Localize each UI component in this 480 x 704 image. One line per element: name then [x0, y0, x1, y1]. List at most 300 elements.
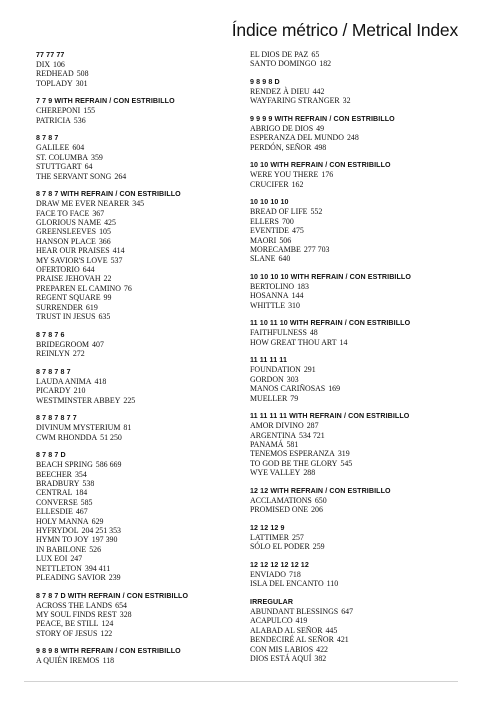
tune-name: GALILEE	[36, 143, 70, 153]
tune-entry	[36, 433, 236, 442]
tune-name: ARGENTINA	[250, 430, 297, 440]
hymn-numbers: 184	[75, 488, 88, 498]
tune-entry	[250, 654, 460, 663]
tune-name: ELLESDIE	[36, 507, 73, 517]
hymn-numbers: 407	[92, 339, 104, 349]
tune-name: TO GOD BE THE GLORY	[250, 458, 338, 468]
tune-name: WESTMINSTER ABBEY	[36, 395, 121, 405]
tune-name: REDHEAD	[36, 69, 74, 79]
meter-group	[36, 646, 236, 665]
tune-entry	[36, 488, 236, 497]
tune-entry	[250, 96, 460, 105]
tune-name: BENDECIRÉ AL SEÑOR	[250, 635, 334, 645]
hymn-numbers: 105	[99, 227, 111, 237]
meter-group	[36, 367, 236, 405]
meter-heading: 9 8 9 8 WITH REFRAIN / CON ESTRIBILLO	[36, 647, 181, 656]
hymn-numbers: 272	[72, 349, 85, 359]
hymn-numbers: 64	[84, 162, 93, 172]
tune-name: CHEREPONI	[36, 106, 81, 116]
tune-entry	[36, 498, 236, 507]
tune-name: HOW GREAT THOU ART	[250, 337, 337, 347]
tune-entry	[250, 180, 460, 189]
meter-heading: 8 7 8 7 8 7	[36, 367, 71, 376]
tune-entry	[36, 227, 236, 236]
hymn-numbers: 144	[291, 291, 304, 301]
hymn-numbers: 328	[119, 609, 132, 619]
tune-entry	[36, 274, 236, 283]
tune-name: ENVIADO	[250, 569, 286, 579]
tune-entry	[250, 449, 460, 458]
hymn-numbers: 32	[342, 96, 351, 106]
tune-name: ACAPULCO	[250, 616, 293, 626]
hymn-numbers: 106	[53, 60, 65, 69]
hymn-numbers: 604	[72, 143, 85, 153]
meter-group	[250, 197, 460, 263]
hymn-numbers: 635	[98, 312, 111, 322]
tune-entry	[250, 645, 460, 654]
hymn-numbers: 122	[100, 628, 113, 638]
hymn-numbers: 49	[316, 124, 325, 133]
hymn-numbers: 206	[311, 505, 323, 515]
meter-group	[250, 486, 460, 515]
meter-group	[36, 50, 236, 88]
hymn-numbers: 264	[114, 171, 127, 181]
hymn-numbers: 79	[290, 393, 299, 403]
tune-name: BREAD OF LIFE	[250, 207, 308, 217]
meter-heading: 11 11 11 11 WITH REFRAIN / CON ESTRIBILLO	[250, 412, 410, 421]
tune-name: SURRENDER	[36, 302, 83, 312]
tune-entry	[36, 265, 236, 274]
tune-name: ESPERANZA DEL MUNDO	[250, 133, 344, 143]
meter-heading: 10 10 10 10 WITH REFRAIN / CON ESTRIBILLO	[250, 273, 411, 282]
tune-name: ABRIGO DE DIOS	[250, 124, 314, 133]
tune-name: GLORIOUS NAME	[36, 218, 102, 228]
tune-name: TOPLADY	[36, 78, 73, 88]
tune-name: PRAISE JEHOVAH	[36, 274, 101, 284]
hymn-numbers: 467	[75, 507, 88, 517]
hymn-numbers: 421	[336, 635, 349, 645]
tune-entry	[36, 460, 236, 469]
tune-entry	[250, 328, 460, 337]
hymn-numbers: 183	[297, 282, 309, 292]
tune-name: HOSANNA	[250, 291, 289, 301]
hymn-numbers: 700	[281, 216, 294, 226]
tune-name: LUX EOI	[36, 554, 68, 564]
tune-name: PEACE, BE STILL	[36, 619, 99, 629]
tune-entry	[250, 607, 460, 616]
tune-entry	[250, 616, 460, 625]
tune-name: WERE YOU THERE	[250, 170, 319, 180]
tune-entry	[250, 533, 460, 542]
tune-name: PATRICIA	[36, 115, 71, 125]
tune-entry	[250, 579, 460, 588]
tune-entry	[36, 629, 236, 638]
tune-name: STORY OF JESUS	[36, 628, 98, 638]
tune-name: CWM RHONDDA	[36, 432, 98, 442]
page-title: Índice métrico / Metrical Index	[231, 20, 458, 40]
tune-name: LAUDA ANIMA	[36, 376, 92, 386]
tune-entry	[36, 554, 236, 563]
tune-name: PANAMÁ	[250, 440, 284, 450]
meter-heading: 11 10 11 10 WITH REFRAIN / CON ESTRIBILLO	[250, 319, 411, 328]
tune-name: FAITHFULNESS	[250, 328, 307, 338]
tune-name: DIX	[36, 60, 51, 69]
footer-divider	[24, 681, 458, 682]
tune-entry	[36, 218, 236, 227]
meter-group	[36, 133, 236, 181]
tune-name: REGENT SQUARE	[36, 293, 101, 303]
hymn-numbers: 303	[286, 374, 299, 384]
tune-entry	[36, 199, 236, 208]
tune-entry	[36, 209, 236, 218]
tune-entry	[250, 365, 460, 374]
meter-heading: 77 77 77	[36, 51, 65, 59]
tune-entry	[36, 377, 236, 386]
tune-name: PROMISED ONE	[250, 505, 309, 515]
hymn-numbers: 445	[325, 625, 338, 635]
tune-name: DRAW ME EVER NEARER	[36, 199, 130, 209]
tune-entry	[36, 60, 236, 69]
tune-name: FACE TO FACE	[36, 208, 90, 218]
tune-entry	[250, 143, 460, 152]
tune-name: ACROSS THE LANDS	[36, 600, 113, 610]
hymn-numbers: 287	[306, 421, 319, 431]
tune-entry	[36, 479, 236, 488]
tune-name: CENTRAL	[36, 488, 73, 498]
tune-entry	[250, 226, 460, 235]
tune-entry	[250, 87, 460, 96]
tune-entry	[250, 236, 460, 245]
tune-name: PICARDY	[36, 386, 71, 396]
tune-entry	[250, 301, 460, 310]
tune-entry	[250, 133, 460, 142]
tune-entry	[250, 170, 460, 179]
hymn-numbers: 508	[76, 69, 89, 79]
hymn-numbers: 239	[108, 572, 121, 582]
hymn-numbers: 51 250	[100, 432, 122, 442]
tune-entry	[36, 573, 236, 582]
tune-name: SANTO DOMINGO	[250, 59, 317, 69]
tune-entry	[250, 459, 460, 468]
hymn-numbers: 225	[123, 395, 136, 405]
meter-group	[250, 160, 460, 189]
tune-entry	[36, 610, 236, 619]
tune-name: AMOR DIVINO	[250, 421, 304, 431]
tune-entry	[250, 496, 460, 505]
tune-name: MUELLER	[250, 393, 288, 403]
tune-entry	[250, 217, 460, 226]
hymn-numbers: 538	[82, 478, 95, 488]
meter-group	[250, 318, 460, 347]
tune-entry	[36, 116, 236, 125]
hymn-numbers: 640	[278, 254, 291, 264]
meter-group	[36, 189, 236, 321]
tune-entry	[250, 254, 460, 263]
tune-name: DIVINUM MYSTERIUM	[36, 423, 121, 433]
hymn-numbers: 210	[73, 386, 86, 396]
hymn-numbers: 419	[295, 616, 308, 626]
tune-name: MANOS CARIÑOSAS	[250, 384, 326, 394]
tune-entry	[250, 626, 460, 635]
tune-entry	[36, 162, 236, 171]
hymn-numbers: 155	[83, 106, 96, 116]
tune-name: PLEADING SAVIOR	[36, 572, 106, 582]
hymn-numbers: 169	[328, 384, 341, 394]
tune-entry	[36, 312, 236, 321]
hymn-numbers: 382	[314, 653, 327, 663]
meter-heading: 8 7 8 7	[36, 134, 59, 143]
tune-entry	[36, 106, 236, 115]
tune-name: GORDON	[250, 374, 284, 384]
meter-heading: 9 9 9 9 WITH REFRAIN / CON ESTRIBILLO	[250, 115, 395, 123]
tune-name: HYMN TO JOY	[36, 535, 89, 545]
hymn-numbers: 345	[132, 199, 145, 209]
hymn-numbers: 162	[291, 179, 304, 189]
hymn-numbers: 526	[89, 544, 102, 554]
meter-heading: 12 12 12 12 12 12	[250, 560, 309, 569]
tune-name: MY SOUL FINDS REST	[36, 609, 117, 619]
meter-group	[250, 411, 460, 477]
tune-name: WHITTLE	[250, 300, 286, 310]
hymn-numbers: 394 411	[84, 563, 111, 573]
tune-name: ELLERS	[250, 216, 279, 226]
tune-name: BEACH SPRING	[36, 460, 93, 470]
tune-entry	[36, 517, 236, 526]
hymn-numbers: 498	[314, 142, 327, 152]
hymn-numbers: 425	[104, 218, 116, 228]
tune-name: PREPAREN EL CAMINO	[36, 283, 121, 293]
hymn-numbers: 536	[73, 115, 86, 125]
tune-entry	[36, 656, 236, 665]
hymn-numbers: 475	[292, 226, 304, 236]
meter-group	[250, 355, 460, 403]
tune-entry	[250, 245, 460, 254]
meter-group	[36, 591, 236, 639]
hymn-numbers: 534 721	[299, 430, 325, 440]
tune-entry	[36, 564, 236, 573]
meter-heading: 8 7 8 7 6	[36, 330, 65, 339]
hymn-numbers: 76	[123, 283, 132, 293]
tune-name: GREENSLEEVES	[36, 227, 97, 237]
tune-entry	[36, 619, 236, 628]
hymn-numbers: 581	[286, 440, 299, 450]
hymn-numbers: 366	[98, 236, 111, 246]
meter-heading: 8 7 8 7 8 7 7	[36, 414, 77, 423]
tune-entry	[36, 143, 236, 152]
hymn-numbers: 442	[312, 87, 325, 96]
hymn-numbers: 22	[103, 274, 112, 284]
tune-name: CRUCIFER	[250, 179, 289, 189]
hymn-numbers: 288	[303, 468, 316, 478]
hymn-numbers: 110	[326, 579, 339, 589]
meter-heading: 8 7 8 7 D WITH REFRAIN / CON ESTRIBILLO	[36, 591, 189, 600]
tune-name: ABUNDANT BLESSINGS	[250, 606, 339, 616]
tune-entry	[250, 50, 460, 59]
hymn-numbers: 118	[102, 656, 115, 666]
tune-name: HANSON PLACE	[36, 236, 96, 246]
hymn-numbers: 354	[74, 469, 87, 479]
hymn-numbers: 176	[321, 170, 334, 180]
tune-name: ISLA DEL ENCANTO	[250, 579, 324, 589]
tune-name: TENEMOS ESPERANZA	[250, 449, 335, 459]
hymn-numbers: 644	[82, 265, 95, 275]
meter-heading: 7 7 9 WITH REFRAIN / CON ESTRIBILLO	[36, 97, 175, 106]
tune-entry	[36, 153, 236, 162]
hymn-numbers: 718	[288, 569, 301, 579]
hymn-numbers: 204 251 353	[81, 525, 121, 535]
tune-entry	[250, 505, 460, 514]
hymn-numbers: 650	[314, 495, 327, 505]
hymn-numbers: 257	[292, 532, 304, 542]
tune-name: OFERTORIO	[36, 265, 80, 275]
tune-entry	[250, 468, 460, 477]
tune-name: HOLY MANNA	[36, 516, 89, 526]
index-column-left	[36, 50, 236, 674]
hymn-numbers: 182	[319, 59, 332, 69]
meter-heading: 12 12 WITH REFRAIN / CON ESTRIBILLO	[250, 486, 391, 495]
tune-entry	[250, 375, 460, 384]
tune-entry	[36, 237, 236, 246]
hymn-numbers: 629	[91, 516, 104, 526]
meter-group	[250, 50, 460, 69]
tune-entry	[250, 282, 460, 291]
meter-group	[250, 560, 460, 589]
tune-entry	[250, 291, 460, 300]
hymn-numbers: 367	[92, 208, 105, 218]
hymn-numbers: 301	[75, 78, 88, 88]
tune-name: WYE VALLEY	[250, 468, 301, 478]
tune-name: ST. COLUMBA	[36, 152, 89, 162]
tune-name: HEAR OUR PRAISES	[36, 246, 110, 256]
tune-entry	[36, 284, 236, 293]
hymn-numbers: 585	[80, 497, 93, 507]
meter-group	[36, 96, 236, 125]
tune-name: LATTIMER	[250, 532, 290, 542]
tune-name: MY SAVIOR'S LOVE	[36, 255, 108, 265]
hymn-numbers: 418	[94, 376, 107, 386]
tune-name: MORECAMBE	[250, 245, 301, 255]
tune-name: STUTTGART	[36, 162, 82, 172]
meter-group	[36, 413, 236, 442]
tune-name: DIOS ESTÁ AQUÍ	[250, 653, 312, 663]
tune-name: BRIDEGROOM	[36, 339, 90, 349]
hymn-numbers: 291	[303, 365, 316, 375]
meter-group	[250, 272, 460, 310]
tune-entry	[250, 431, 460, 440]
tune-entry	[250, 421, 460, 430]
hymn-numbers: 65	[311, 50, 320, 59]
tune-entry	[36, 172, 236, 181]
hymn-numbers: 48	[309, 328, 318, 338]
hymn-numbers: 197 390	[91, 535, 118, 545]
hymn-numbers: 124	[101, 619, 114, 629]
tune-entry	[36, 79, 236, 88]
hymn-numbers: 310	[288, 300, 300, 310]
tune-entry	[36, 293, 236, 302]
hymn-numbers: 647	[341, 606, 354, 616]
tune-entry	[250, 338, 460, 347]
tune-name: MAORI	[250, 235, 277, 245]
tune-entry	[250, 394, 460, 403]
meter-group	[36, 450, 236, 582]
hymn-numbers: 259	[312, 542, 325, 552]
meter-heading: 10 10 10 10	[250, 198, 289, 207]
hymn-numbers: 81	[123, 423, 132, 433]
tune-name: HYFRYDOL	[36, 525, 79, 535]
tune-entry	[36, 470, 236, 479]
tune-name: SÓLO EL PODER	[250, 542, 310, 552]
hymn-numbers: 248	[346, 133, 359, 143]
tune-entry	[36, 349, 236, 358]
hymn-numbers: 277 703	[303, 245, 330, 255]
tune-entry	[250, 207, 460, 216]
hymn-numbers: 99	[103, 293, 112, 303]
tune-name: FOUNDATION	[250, 365, 301, 375]
hymn-numbers: 537	[110, 255, 123, 265]
hymn-numbers: 552	[310, 207, 323, 217]
meter-heading: 10 10 WITH REFRAIN / CON ESTRIBILLO	[250, 161, 391, 170]
tune-entry	[36, 545, 236, 554]
meter-heading: IRREGULAR	[250, 597, 294, 606]
tune-name: CON MIS LABIOS	[250, 644, 314, 654]
tune-name: THE SERVANT SONG	[36, 171, 112, 181]
tune-name: BERTOLINO	[250, 282, 295, 292]
tune-name: PERDÓN, SEÑOR	[250, 142, 312, 152]
meter-heading: 8 7 8 7 WITH REFRAIN / CON ESTRIBILLO	[36, 190, 181, 199]
meter-group	[250, 597, 460, 663]
tune-entry	[250, 635, 460, 644]
tune-entry	[250, 570, 460, 579]
tune-entry	[36, 396, 236, 405]
tune-entry	[36, 507, 236, 516]
tune-name: EL DIOS DE PAZ	[250, 50, 309, 59]
hymn-numbers: 247	[70, 554, 83, 564]
tune-entry	[36, 526, 236, 535]
tune-entry	[36, 423, 236, 432]
hymn-numbers: 414	[112, 246, 125, 256]
tune-name: BRADBURY	[36, 478, 80, 488]
tune-name: WAYFARING STRANGER	[250, 96, 340, 106]
tune-entry	[36, 386, 236, 395]
hymn-numbers: 319	[337, 449, 350, 459]
tune-entry	[36, 340, 236, 349]
tune-entry	[250, 124, 460, 133]
tune-entry	[250, 59, 460, 68]
meter-group	[36, 330, 236, 359]
tune-entry	[36, 256, 236, 265]
hymn-numbers: 586 669	[95, 460, 122, 470]
meter-group	[250, 114, 460, 152]
tune-entry	[250, 542, 460, 551]
tune-entry	[250, 440, 460, 449]
tune-name: TRUST IN JESUS	[36, 312, 96, 322]
tune-entry	[250, 384, 460, 393]
tune-name: SLANE	[250, 254, 276, 264]
hymn-numbers: 422	[316, 644, 328, 654]
meter-heading: 11 11 11 11	[250, 356, 288, 365]
tune-name: EVENTIDE	[250, 226, 290, 236]
hymn-numbers: 654	[115, 600, 127, 610]
meter-heading: 9 8 9 8 D	[250, 78, 280, 86]
tune-name: NETTLETON	[36, 563, 82, 573]
hymn-numbers: 359	[91, 152, 103, 162]
meter-group	[250, 77, 460, 106]
hymn-numbers: 14	[339, 337, 348, 347]
tune-entry	[36, 69, 236, 78]
hymn-numbers: 545	[340, 458, 353, 468]
tune-name: ACCLAMATIONS	[250, 495, 312, 505]
tune-name: BEECHER	[36, 469, 72, 479]
